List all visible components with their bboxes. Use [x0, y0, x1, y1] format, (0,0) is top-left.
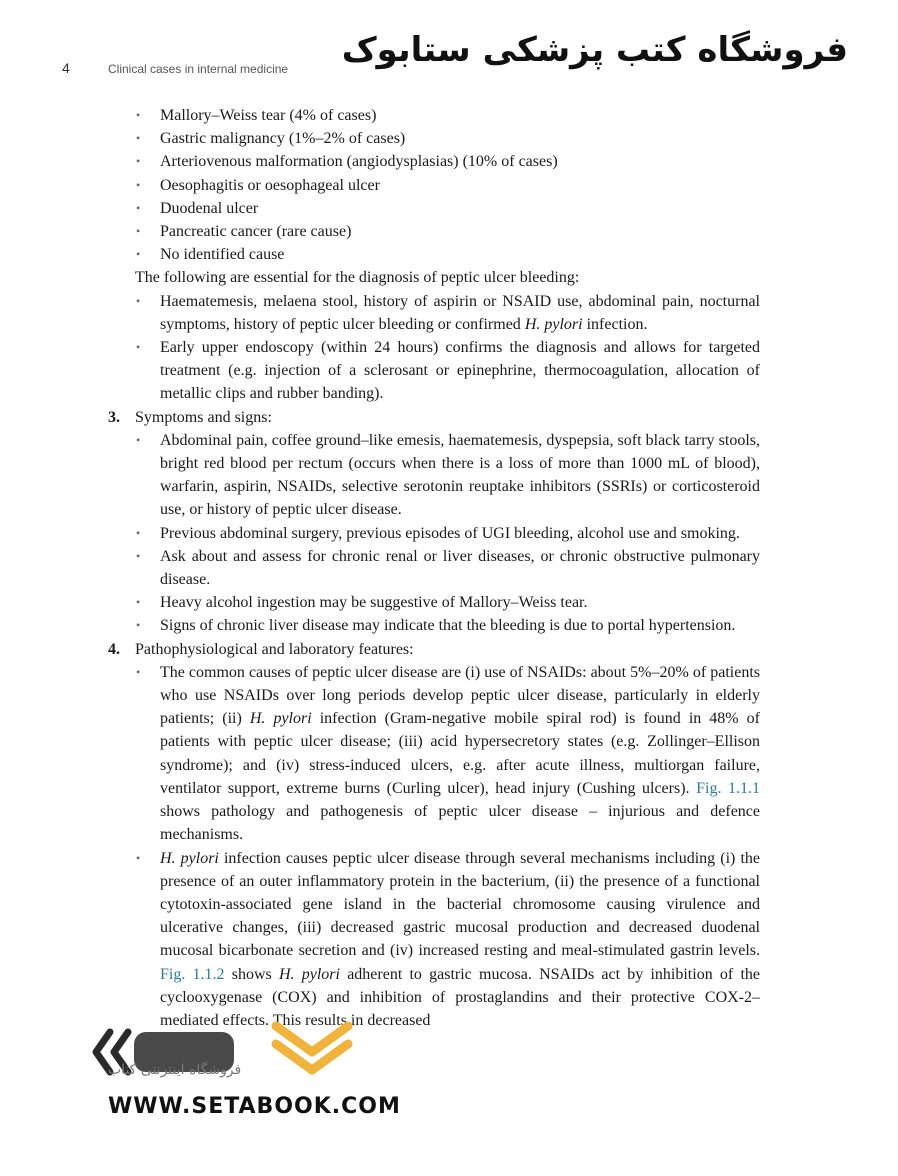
- watermark-subtitle: فروشگاه اینترنتی کتاب: [108, 1062, 242, 1078]
- store-banner: فروشگاه کتب پزشکی ستابوک: [341, 30, 848, 70]
- list-item: • Ask about and assess for chronic renal or liver diseases, or chronic obstructive pulmonary disease.: [135, 545, 760, 591]
- list-item: • Duodenal ulcer: [108, 197, 760, 220]
- section-number: 4.: [108, 640, 120, 658]
- section-title: Pathophysiological and laboratory features:: [135, 640, 414, 658]
- section-4: [108, 638, 760, 1032]
- section-number: 3.: [108, 408, 120, 426]
- page-number: 4: [62, 60, 70, 76]
- section-3: [108, 406, 760, 638]
- list-item: • Early upper endoscopy (within 24 hours) confirms the diagnosis and allows for targeted treatment (e.g. injection of a sclerosant or epinephrine, thermocoagulation, allocation of metallic clips and rubber banding).: [108, 336, 760, 406]
- list-item: • Gastric malignancy (1%–2% of cases): [108, 127, 760, 150]
- list-item: • Abdominal pain, coffee ground–like emesis, haematemesis, dyspepsia, soft black tarry stools, bright red blood per rectum (occurs when there is a loss of more than 1000 mL of blood), warfarin, aspirin, NSAIDs, selective serotonin reuptake inhibitors (SSRIs) or corticosteroid use, or history of peptic ulcer disease.: [135, 429, 760, 522]
- symptoms-list: [135, 429, 760, 638]
- figure-link[interactable]: Fig. 1.1.1: [696, 779, 760, 797]
- list-item: • Haematemesis, melaena stool, history of aspirin or NSAID use, abdominal pain, nocturnal symptoms, history of peptic ulcer bleeding or confirmed H. pylori infection.: [108, 290, 760, 336]
- list-item: • Pancreatic cancer (rare cause): [108, 220, 760, 243]
- list-item: • Previous abdominal surgery, previous episodes of UGI bleeding, alcohol use and smoking.: [135, 522, 760, 545]
- running-head: Clinical cases in internal medicine: [108, 62, 289, 76]
- watermark-url: WWW.SETABOOK.COM: [108, 1094, 401, 1119]
- causes-list: [108, 104, 760, 266]
- section-title: Symptoms and signs:: [135, 408, 272, 426]
- setabook-logo: [90, 1012, 390, 1092]
- list-item: • Oesophagitis or oesophageal ulcer: [108, 174, 760, 197]
- figure-link[interactable]: Fig. 1.1.2: [160, 965, 225, 983]
- diagnosis-list: [108, 290, 760, 406]
- list-item: • Mallory–Weiss tear (4% of cases): [108, 104, 760, 127]
- pathophysiology-list: [135, 661, 760, 1032]
- list-item: • No identified cause: [108, 243, 760, 266]
- list-item: • Heavy alcohol ingestion may be suggestive of Mallory–Weiss tear.: [135, 591, 760, 614]
- list-item: • Signs of chronic liver disease may indicate that the bleeding is due to portal hypertension.: [135, 614, 760, 637]
- diagnosis-lead: The following are essential for the diagnosis of peptic ulcer bleeding:: [135, 269, 580, 287]
- page-body: [108, 104, 760, 1032]
- list-item: • Arteriovenous malformation (angiodysplasias) (10% of cases): [108, 150, 760, 173]
- list-item: • The common causes of peptic ulcer disease are (i) use of NSAIDs: about 5%–20% of patients who use NSAIDs over long periods develop peptic ulcer disease, particularly in elderly patients; (ii) H. pylori infection (Gram-negative mobile spiral rod) is found in 48% of patients with peptic ulcer disease; (iii) acid hypersecretory states (e.g. Zollinger–Ellison syndrome); and (iv) stress-induced ulcers, e.g. after acute illness, multiorgan failure, ventilator support, extreme burns (Curling ulcer), head injury (Cushing ulcers). Fig. 1.1.1 shows pathology and pathogenesis of peptic ulcer disease – injurious and defence mechanisms.: [135, 661, 760, 847]
- list-item: • H. pylori infection causes peptic ulcer disease through several mechanisms including (i) the presence of an outer inflammatory protein in the bacterium, (ii) the presence of a functional cytotoxin-associated gene island in the bacterial chromosome causing virulence and ulcerative changes, (iii) decreased gastric mucosal production and decreased duodenal mucosal bicarbonate secretion and (iv) increased resting and meal-stimulated gastrin levels. Fig. 1.1.2 shows H. pylori adherent to gastric mucosa. NSAIDs act by inhibition of the cyclooxygenase (COX) and inhibition of prostaglandins and their protective COX-2–mediated effects. This results in decreased: [135, 847, 760, 1033]
